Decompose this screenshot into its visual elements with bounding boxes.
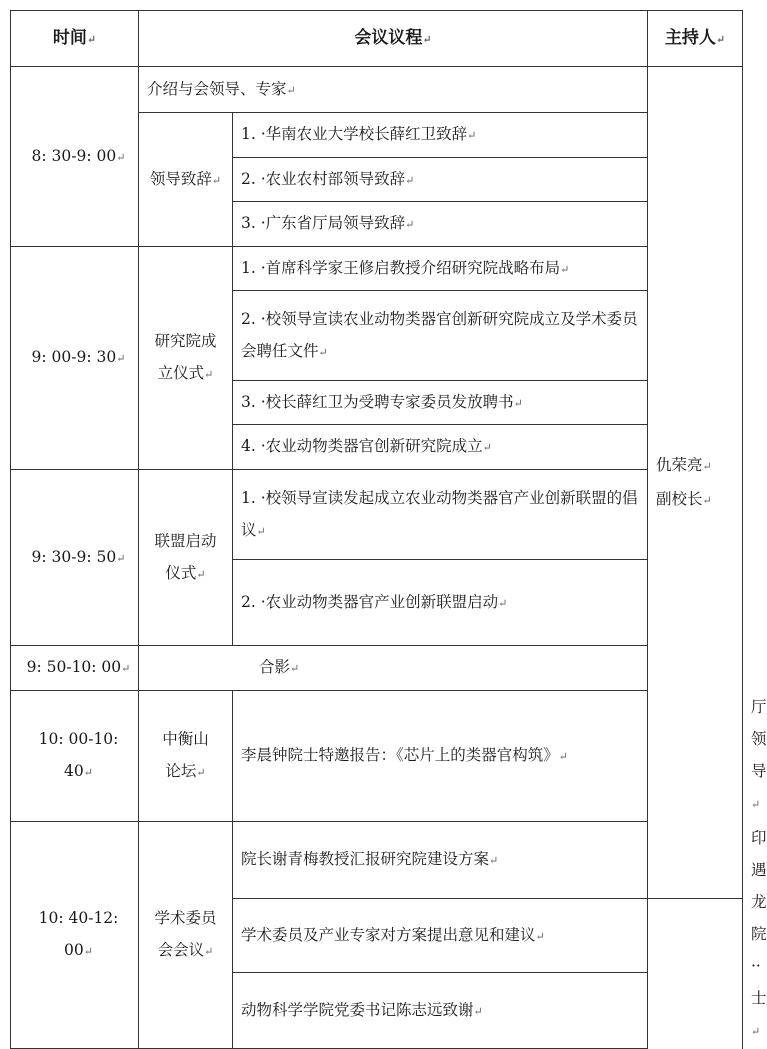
session-row: 10: 40-12: 00↵ 学术委员 会会议↵ 院长谢青梅教授汇报研究院建设方案↵ 印遇龙 院··士↵: [11, 822, 743, 899]
header-host: 主持人↵: [648, 11, 743, 67]
header-agenda: 会议议程↵: [139, 11, 648, 67]
session-row: [11, 470, 743, 560]
agenda-item: 2. ·农业动物类器官产业创新联盟启动↵: [233, 560, 648, 646]
time-cell: 10: 00-10: 40↵: [11, 691, 139, 822]
photo-cell: 合影↵: [139, 646, 648, 691]
session-row: [11, 646, 743, 691]
agenda-item: 3. ·校长薛红卫为受聘专家委员发放聘书↵: [233, 381, 648, 425]
agenda-table: [10, 10, 767, 1049]
session-label: 中衡山 论坛↵: [139, 691, 233, 822]
time-cell: 8: 30-9: 00↵: [11, 67, 139, 247]
agenda-item: 李晨钟院士特邀报告：《芯片上的类器官构筑》↵: [233, 691, 648, 822]
time-cell: 9: 30-9: 50↵: [11, 470, 139, 646]
agenda-item: 3. ·广东省厅局领导致辞↵: [233, 202, 648, 247]
agenda-item: 学术委员及产业专家对方案提出意见和建议↵: [233, 899, 648, 973]
session-label: 领导致辞↵: [139, 113, 233, 247]
agenda-item: 1. ·首席科学家王修启教授介绍研究院战略布局↵: [233, 247, 648, 291]
agenda-item: 4. ·农业动物类器官创新研究院成立↵: [233, 425, 648, 470]
agenda-item: 1. ·华南农业大学校长薛红卫致辞↵: [233, 113, 648, 158]
time-cell: 10: 40-12: 00↵: [11, 822, 139, 1049]
host-cell: [648, 67, 743, 899]
host-name: 仇荣亮↵: [656, 455, 712, 474]
agenda-item: 动物科学学院党委书记陈志远致谢↵: [233, 973, 648, 1049]
session-row: [11, 67, 743, 113]
session-row: 10: 00-10: 40↵ 中衡山 论坛↵ 李晨钟院士特邀报告：《芯片上的类器官构筑》↵ 厅领导↵: [11, 691, 743, 822]
agenda-item: 2. ·农业农村部领导致辞↵: [233, 158, 648, 202]
agenda-item: 院长谢青梅教授汇报研究院建设方案↵: [233, 822, 648, 899]
session-label: 研究院成 立仪式↵: [139, 247, 233, 470]
host-title: 副校长↵: [656, 489, 712, 508]
header-time: 时间↵: [11, 11, 139, 67]
session-label: 学术委员 会会议↵: [139, 822, 233, 1049]
intro-cell: 介绍与会领导、专家↵: [139, 67, 648, 113]
time-cell: 9: 00-9: 30↵: [11, 247, 139, 470]
header-row: [11, 11, 743, 67]
time-cell: 9: 50-10: 00↵: [11, 646, 139, 691]
session-label: 联盟启动 仪式↵: [139, 470, 233, 646]
agenda-item: 1. ·校领导宣读发起成立农业动物类器官产业创新联盟的倡议↵: [233, 470, 648, 560]
agenda-item: 2. ·校领导宣读农业动物类器官创新研究院成立及学术委员会聘任文件↵: [233, 291, 648, 381]
session-row: [11, 247, 743, 291]
